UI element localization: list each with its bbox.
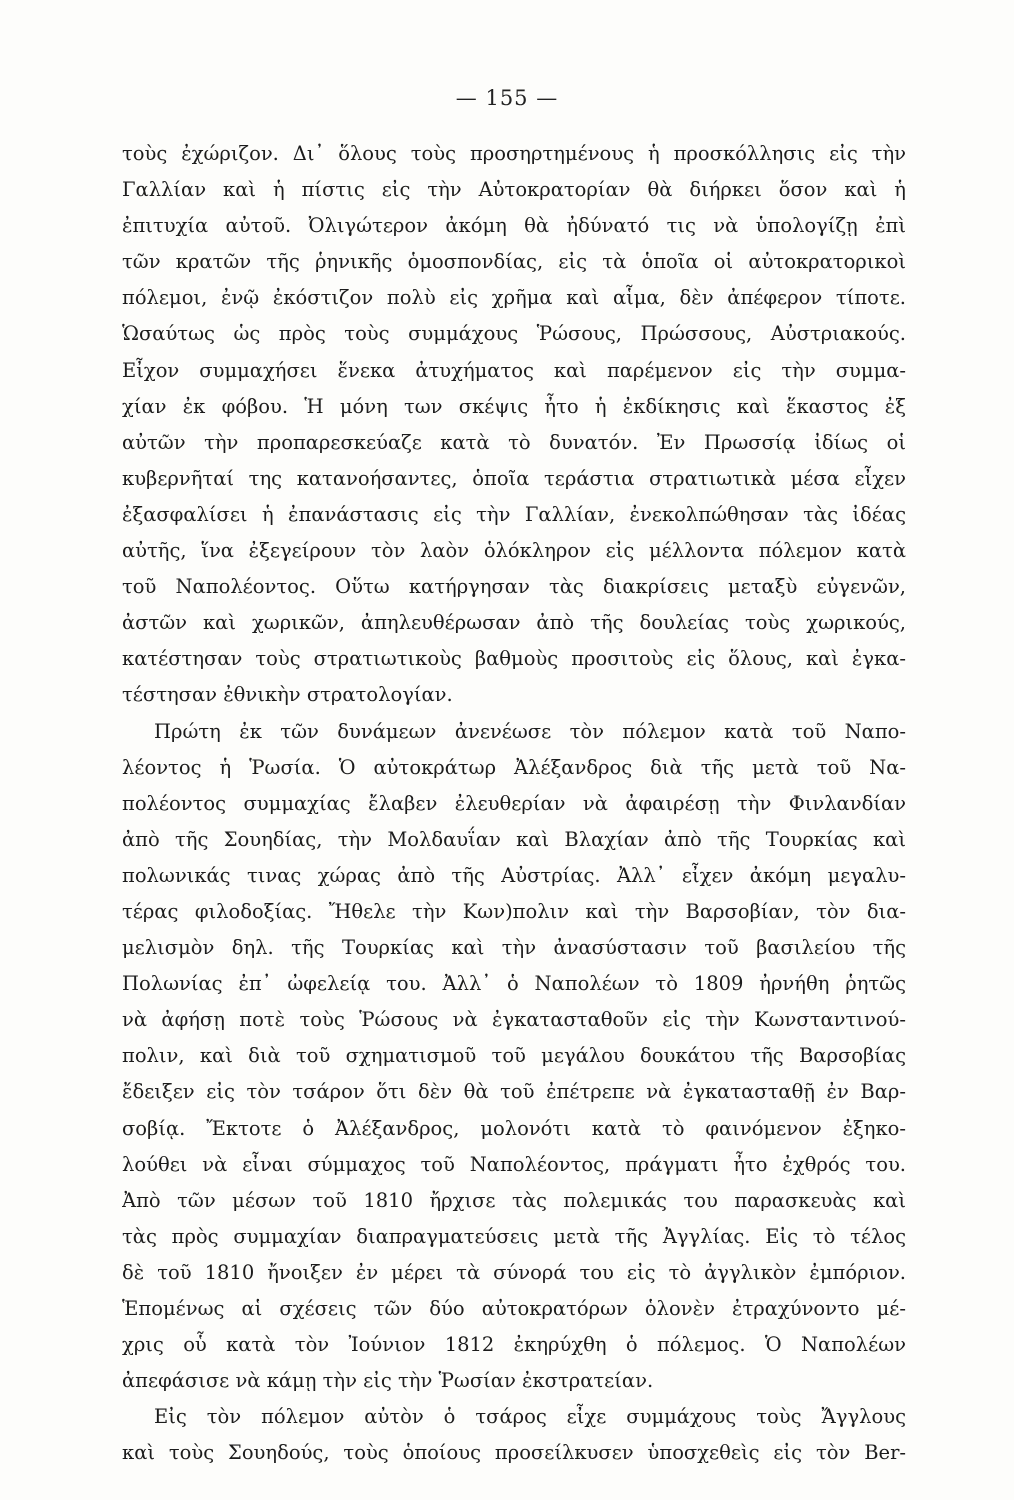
- text-line: τέστησαν ἐθνικὴν στρατολογίαν.: [122, 683, 453, 707]
- text-line: Γαλλίαν καὶ ἡ πίστις εἰς τὴν Αὐτοκρατορίαν θὰ διήρκει ὅσον καὶ ἡ: [122, 178, 906, 202]
- text-line: Ἀπὸ τῶν μέσων τοῦ 1810 ἤρχισε τὰς πολεμικάς του παρασκευὰς καὶ: [122, 1188, 906, 1212]
- text-line: αὐτῆς, ἵνα ἐξεγείρουν τὸν λαὸν ὁλόκληρον εἰς μέλλοντα πόλεμον κατὰ: [122, 539, 906, 563]
- text-line: ἀπὸ τῆς Σουηδίας, τὴν Μολδαυΐαν καὶ Βλαχίαν ἀπὸ τῆς Τουρκίας καὶ: [122, 827, 906, 851]
- text-line: πολέοντος συμμαχίας ἔλαβεν ἐλευθερίαν νὰ ἀφαιρέσῃ τὴν Φινλανδίαν: [122, 791, 906, 815]
- text-line: ἀστῶν καὶ χωρικῶν, ἀπηλευθέρωσαν ἀπὸ τῆς δουλείας τοὺς χωρικούς,: [122, 611, 906, 635]
- text-line: χρις οὗ κατὰ τὸν Ἰούνιον 1812 ἐκηρύχθη ὁ πόλεμος. Ὁ Ναπολέων: [122, 1333, 906, 1357]
- text-line: Εἶχον συμμαχήσει ἕνεκα ἀτυχήματος καὶ παρέμενον εἰς τὴν συμμα-: [122, 358, 906, 382]
- text-line: πολιν, καὶ διὰ τοῦ σχηματισμοῦ τοῦ μεγάλου δουκάτου τῆς Βαρσοβίας: [122, 1044, 906, 1068]
- text-line: τῶν κρατῶν τῆς ῥηνικῆς ὁμοσπονδίας, εἰς τὰ ὁποῖα οἱ αὐτοκρατορικοὶ: [122, 250, 906, 274]
- text-line: κατέστησαν τοὺς στρατιωτικοὺς βαθμοὺς προσιτοὺς εἰς ὅλους, καὶ ἐγκα-: [122, 647, 906, 671]
- text-line: Πρώτη ἐκ τῶν δυνάμεων ἀνενέωσε τὸν πόλεμον κατὰ τοῦ Ναπο-: [154, 719, 906, 743]
- text-line: τοῦ Ναπολέοντος. Οὕτω κατήργησαν τὰς διακρίσεις μεταξὺ εὐγενῶν,: [122, 575, 906, 599]
- text-line: ἐξασφαλίσει ἡ ἐπανάστασις εἰς τὴν Γαλλίαν, ἐνεκολπώθησαν τὰς ἰδέας: [122, 502, 906, 526]
- text-line: τοὺς ἐχώριζον. Δι᾿ ὅλους τοὺς προσηρτημένους ἡ προσκόλλησις εἰς τὴν: [122, 142, 906, 165]
- text-line: Πολωνίας ἐπ᾿ ὠφελείᾳ του. Ἀλλ᾿ ὁ Ναπολέων τὸ 1809 ἠρνήθη ῥητῶς: [122, 972, 906, 996]
- text-line: Ὡσαύτως ὡς πρὸς τοὺς συμμάχους Ῥώσους, Πρώσσους, Αὐστριακούς.: [122, 322, 906, 346]
- text-line: Εἰς τὸν πόλεμον αὐτὸν ὁ τσάρος εἶχε συμμάχους τοὺς Ἄγγλους: [154, 1405, 906, 1429]
- text-line: αὐτῶν τὴν προπαρεσκεύαζε κατὰ τὸ δυνατόν. Ἐν Πρωσσίᾳ ἰδίως οἱ: [122, 430, 906, 454]
- text-line: ἔδειξεν εἰς τὸν τσάρον ὅτι δὲν θὰ τοῦ ἐπέτρεπε νὰ ἐγκατασταθῇ ἐν Βαρ-: [122, 1080, 906, 1104]
- text-line: τὰς πρὸς συμμαχίαν διαπραγματεύσεις μετὰ τῆς Ἀγγλίας. Εἰς τὸ τέλος: [122, 1224, 906, 1248]
- text-line: δὲ τοῦ 1810 ἤνοιξεν ἐν μέρει τὰ σύνορά του εἰς τὸ ἀγγλικὸν ἐμπόριον.: [122, 1260, 906, 1284]
- text-line: Ἑπομένως αἱ σχέσεις τῶν δύο αὐτοκρατόρων ὁλονὲν ἐτραχύνοντο μέ-: [122, 1297, 906, 1320]
- text-line: λούθει νὰ εἶναι σύμμαχος τοῦ Ναπολέοντος, πράγματι ἦτο ἐχθρός του.: [122, 1152, 906, 1176]
- text-line: τέρας φιλοδοξίας. Ἤθελε τὴν Κων)πολιν καὶ τὴν Βαρσοβίαν, τὸν δια-: [122, 899, 906, 923]
- text-line: νὰ ἀφήσῃ ποτὲ τοὺς Ῥώσους νὰ ἐγκατασταθοῦν εἰς τὴν Κωνσταντινού-: [122, 1008, 906, 1032]
- text-line: ἀπεφάσισε νὰ κάμῃ τὴν εἰς τὴν Ῥωσίαν ἐκστρατείαν.: [122, 1369, 654, 1393]
- text-line: κυβερνῆταί της κατανοήσαντες, ὁποῖα τεράστια στρατιωτικὰ μέσα εἶχεν: [122, 466, 906, 490]
- text-line: πόλεμοι, ἐνῷ ἐκόστιζον πολὺ εἰς χρῆμα καὶ αἷμα, δὲν ἀπέφερον τίποτε.: [122, 286, 906, 310]
- page-number: — 155 —: [455, 86, 559, 110]
- text-line: μελισμὸν δηλ. τῆς Τουρκίας καὶ τὴν ἀνασύστασιν τοῦ βασιλείου τῆς: [122, 936, 906, 960]
- text-line: ἐπιτυχία αὐτοῦ. Ὀλιγώτερον ἀκόμη θὰ ἠδύνατό τις νὰ ὑπολογίζῃ ἐπὶ: [122, 214, 906, 238]
- text-line: χίαν ἐκ φόβου. Ἡ μόνη των σκέψις ἦτο ἡ ἐκδίκησις καὶ ἕκαστος ἐξ: [122, 394, 906, 418]
- text-line: πολωνικάς τινας χώρας ἀπὸ τῆς Αὐστρίας. Ἀλλ᾿ εἶχεν ἀκόμη μεγαλυ-: [122, 863, 906, 887]
- text-line: σοβίᾳ. Ἔκτοτε ὁ Ἀλέξανδρος, μολονότι κατὰ τὸ φαινόμενον ἐξηκο-: [122, 1116, 906, 1140]
- text-line: λέοντος ἡ Ῥωσία. Ὁ αὐτοκράτωρ Ἀλέξανδρος διὰ τῆς μετὰ τοῦ Να-: [122, 755, 906, 779]
- text-line: καὶ τοὺς Σουηδούς, τοὺς ὁποίους προσείλκυσεν ὑποσχεθεὶς εἰς τὸν Ber-: [122, 1441, 906, 1465]
- text-body: [122, 136, 906, 1471]
